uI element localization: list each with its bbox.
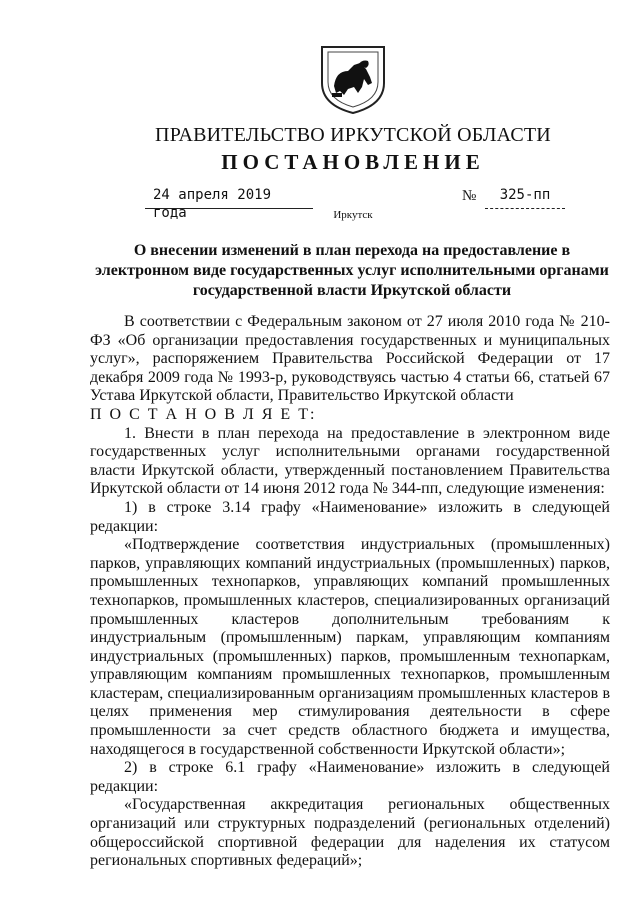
quote-1-paragraph: «Подтверждение соответствия индустриальных (промышленных) парков, управляющих компаний индустриальных (промышленных) парков, промышленных технопарков, управляющих компаний промышленных технопарков, промышленных кластеров, специализированных организаций промышленных кластеров дополнительным требованиям к индустриальным (промышленным) паркам, управляющим компаниям индустриальных (промышленных) парков, промышленным технопаркам, управляющим компаниям промышленных технопарков, промышленным кластерам, специализированным организациям промышленных кластеров в целях применения мер стимулирования деятельности в сфере промышленности за счет средств областного бюджета и имущества, находящегося в государственной собственности Иркутской области»; — [90, 536, 610, 758]
quote-2-paragraph: «Государственная аккредитация региональных общественных организаций или структурных подразделений (региональных отделений) общероссийской спортивной федерации для наделения их статусом региональных спортивных федераций»; — [90, 796, 610, 870]
document-number: 325-пп — [485, 186, 565, 209]
coat-of-arms-icon — [318, 43, 388, 115]
item-1-paragraph: 1. Внести в план перехода на предоставление в электронном виде государственных услуг исполнительными органами государственной власти Иркутской области, утвержденный постановлением Правительства Иркутской области от 14 июня 2012 года № 344-пп, следующие изменения: — [90, 424, 610, 498]
document-body — [90, 313, 610, 871]
resolves-heading: П О С Т А Н О В Л Я Е Т: — [90, 405, 317, 423]
preamble-paragraph: В соответствии с Федеральным законом от 27 июля 2010 года № 210-ФЗ «Об организации предоставления государственных и муниципальных услуг», распоряжением Правительства Российской Федерации от 17 декабря 2009 года № 1993-р, руководствуясь частью 4 статьи 66, статьей 67 Устава Иркутской области, Правительство Иркутской области — [90, 313, 610, 405]
number-sign: № — [462, 188, 477, 204]
government-name: ПРАВИТЕЛЬСТВО ИРКУТСКОЙ ОБЛАСТИ — [155, 124, 551, 146]
item-1-1-paragraph: 1) в строке 3.14 графу «Наименование» изложить в следующей редакции: — [90, 498, 610, 535]
document-date: 24 апреля 2019 года — [145, 186, 313, 209]
document-title: ПОСТАНОВЛЕНИЕ — [221, 150, 485, 174]
item-1-2-paragraph: 2) в строке 6.1 графу «Наименование» изложить в следующей редакции: — [90, 759, 610, 795]
city-name: Иркутск — [333, 209, 373, 221]
document-subject: О внесении изменений в план перехода на предоставление в электронном виде государственных услуг исполнительными органами государственной власти Иркутской области — [95, 242, 609, 299]
